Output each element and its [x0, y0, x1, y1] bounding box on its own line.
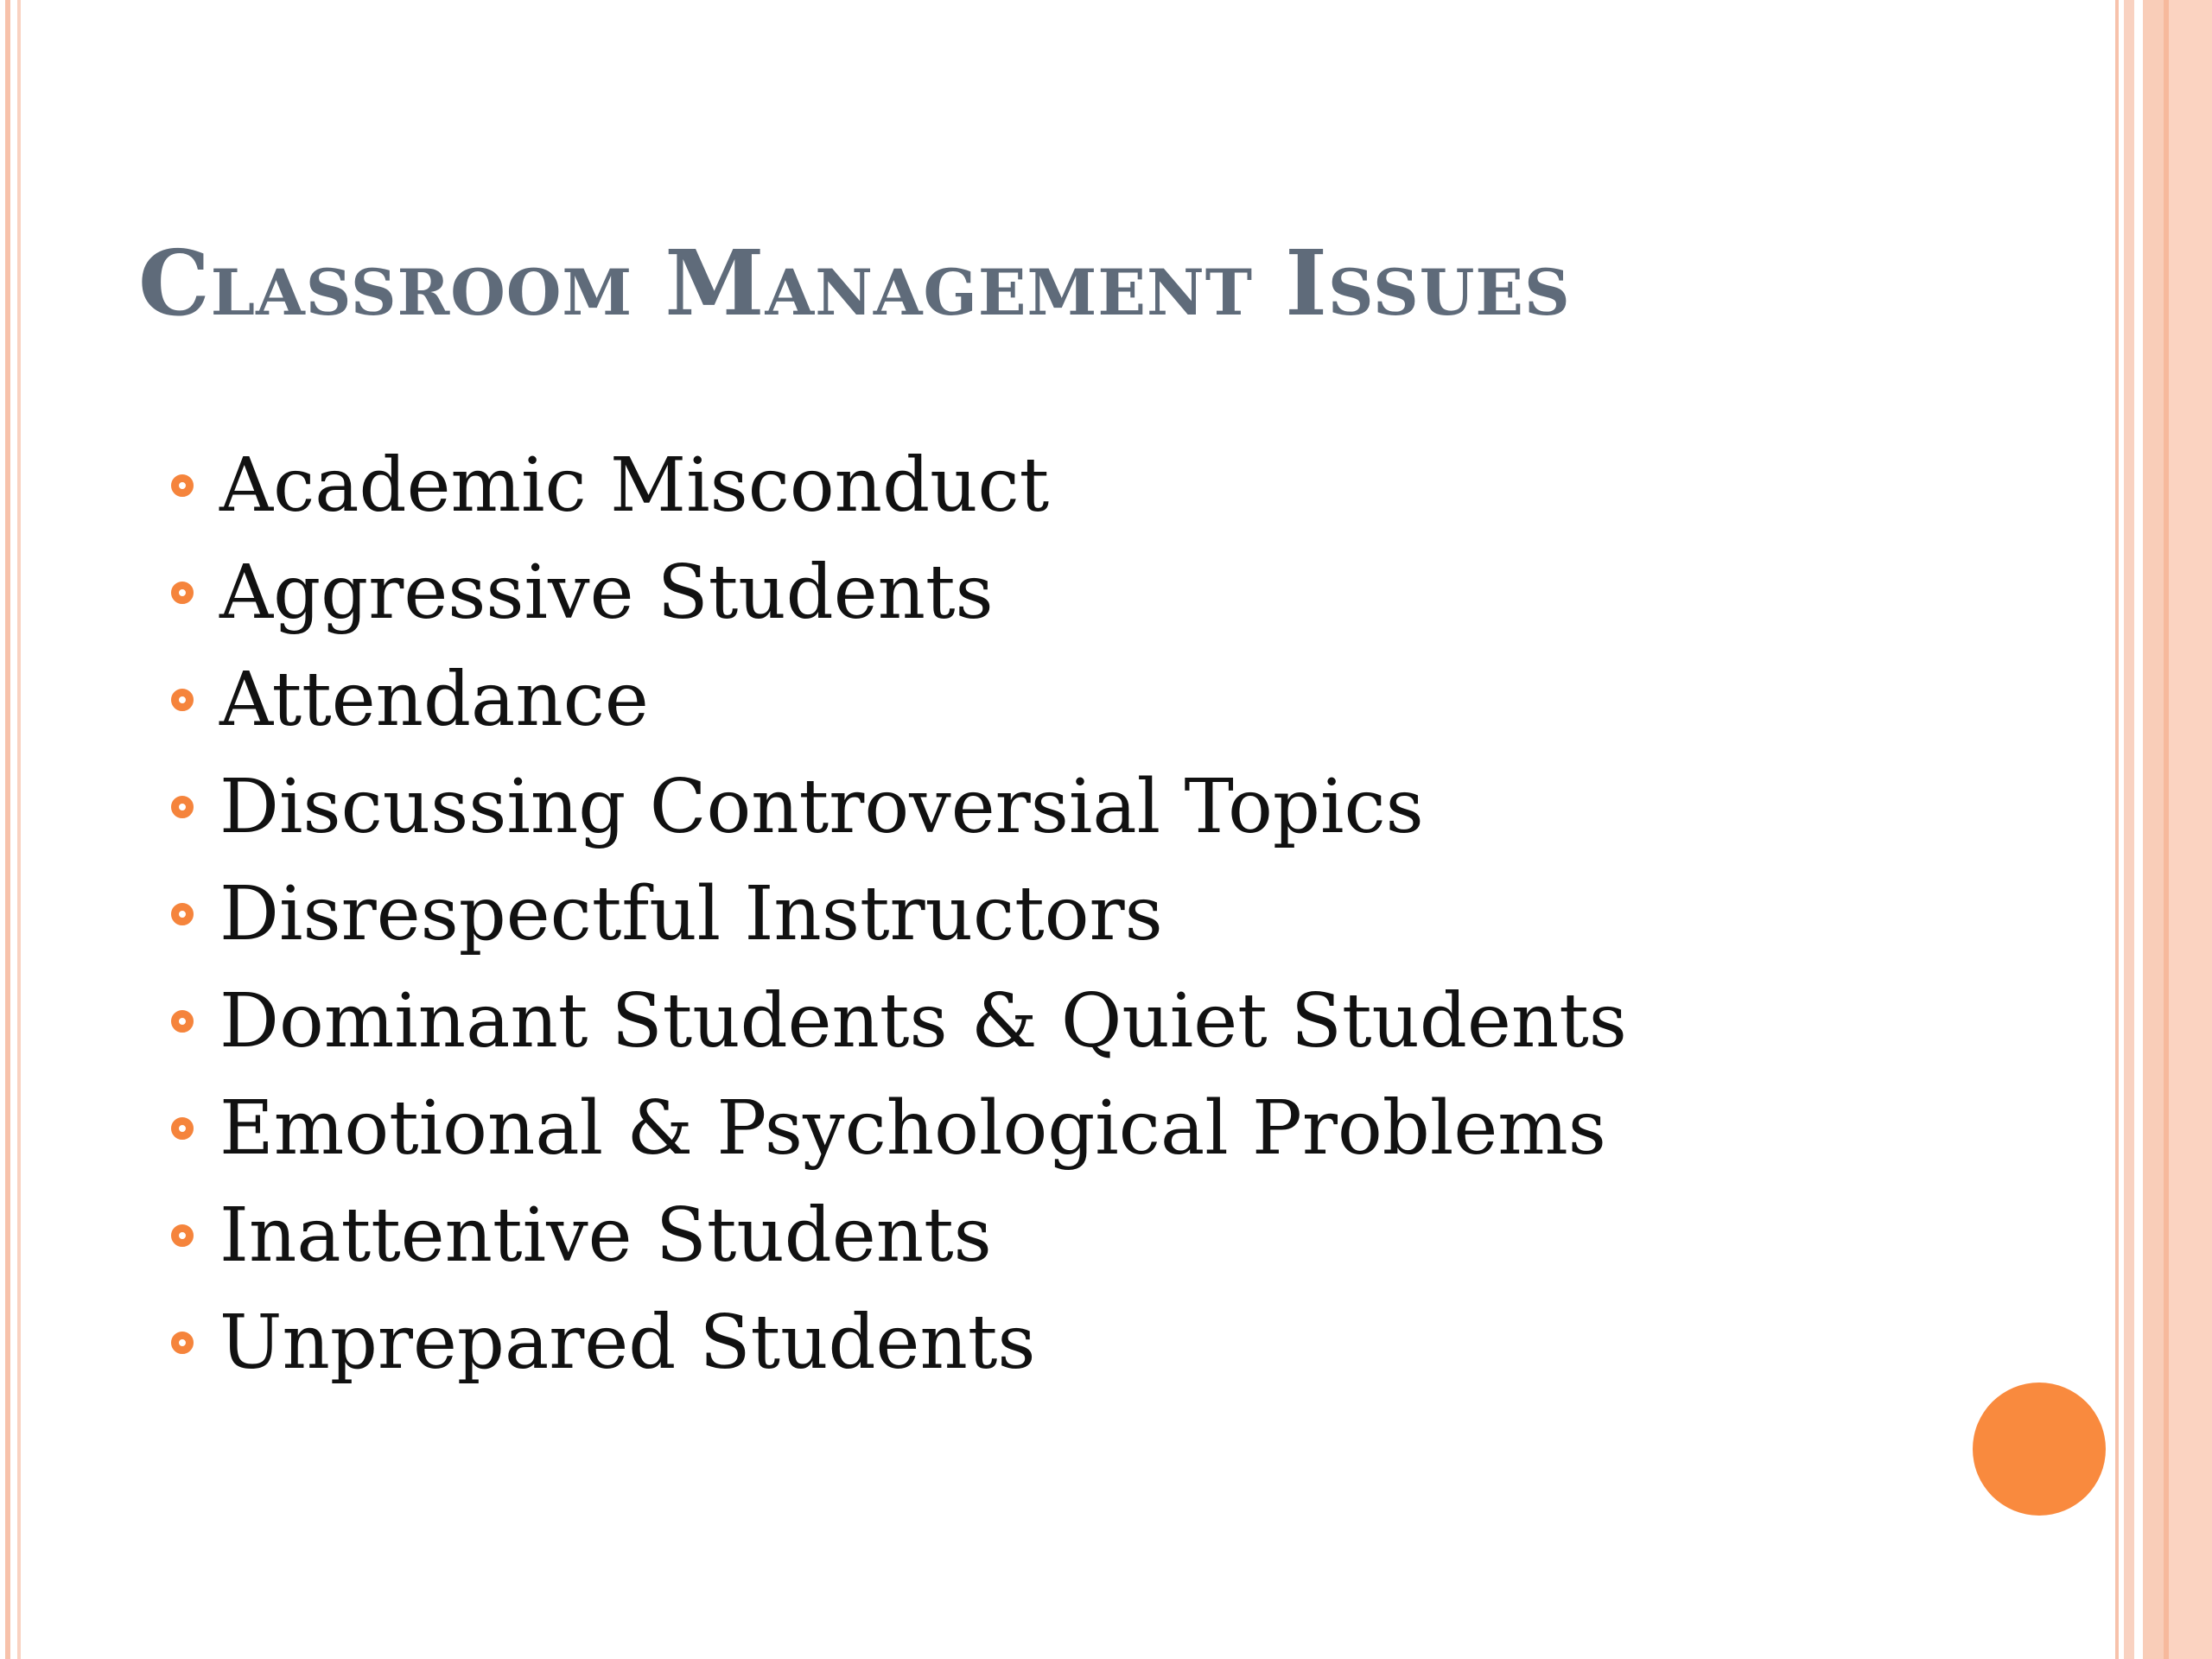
bullet-item [171, 753, 1627, 861]
left-border-line-inner [17, 0, 21, 1659]
bullet-text: Attendance [219, 657, 649, 743]
bullet-text: Inattentive Students [219, 1192, 992, 1279]
right-border-stripe [2124, 0, 2134, 1659]
slide-title: Classroom Management Issues [138, 230, 1571, 336]
bullet-item [171, 968, 1627, 1075]
ring-bullet-icon [171, 1117, 194, 1140]
bullet-text: Aggressive Students [219, 550, 994, 636]
ring-bullet-icon [171, 903, 194, 925]
bullet-item [171, 1075, 1627, 1182]
bullet-list [171, 432, 1627, 1396]
bullet-item [171, 1289, 1627, 1396]
bullet-text: Emotional & Psychological Problems [219, 1085, 1606, 1172]
bullet-item [171, 539, 1627, 646]
ring-bullet-icon [171, 582, 194, 604]
ring-bullet-icon [171, 474, 194, 497]
ring-bullet-icon [171, 1010, 194, 1033]
bullet-text: Discussing Controversial Topics [219, 764, 1424, 850]
left-border-line [5, 0, 10, 1659]
right-border-stripe [2115, 0, 2119, 1659]
bullet-text: Academic Misconduct [219, 442, 1050, 529]
bullet-item [171, 861, 1627, 968]
ring-bullet-icon [171, 689, 194, 711]
ring-bullet-icon [171, 1332, 194, 1354]
orange-circle-decoration [1973, 1382, 2106, 1516]
right-border-stripe [2169, 0, 2212, 1659]
bullet-item [171, 432, 1627, 539]
bullet-item [171, 1182, 1627, 1289]
ring-bullet-icon [171, 796, 194, 818]
bullet-item [171, 646, 1627, 753]
right-border-stripe [2143, 0, 2164, 1659]
bullet-text: Disrespectful Instructors [219, 871, 1163, 957]
bullet-text: Dominant Students & Quiet Students [219, 978, 1627, 1065]
right-border-gap [2134, 0, 2143, 1659]
ring-bullet-icon [171, 1224, 194, 1247]
bullet-text: Unprepared Students [219, 1300, 1036, 1386]
